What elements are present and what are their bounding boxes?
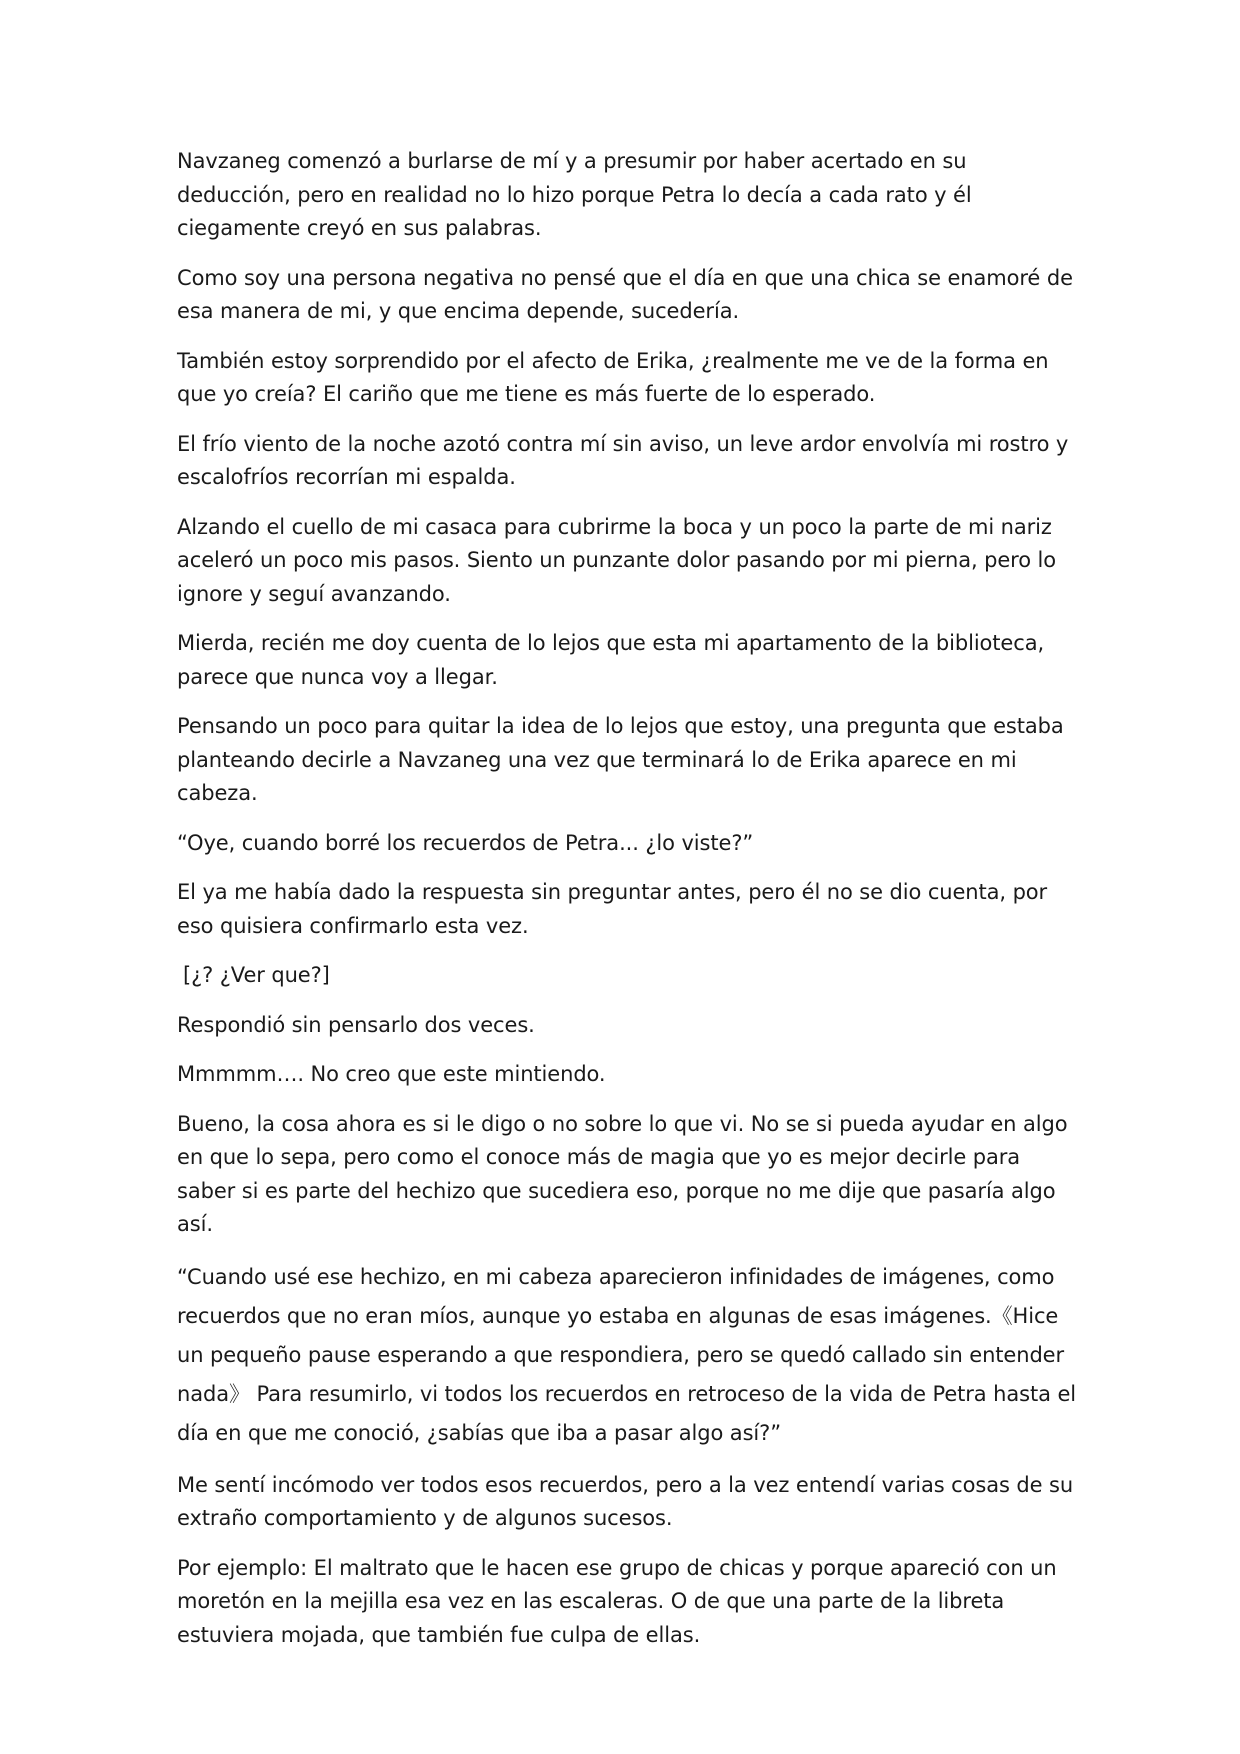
paragraph-7: Pensando un poco para quitar la idea de lo lejos que estoy, una pregunta que estaba planteando decirle a Navzaneg una vez que terminará lo de Erika aparece en mi cabeza. — [177, 714, 1064, 805]
paragraph-12: Mmmmm…. No creo que este mintiendo. — [177, 1062, 606, 1086]
paragraph-2: Como soy una persona negativa no pensé que el día en que una chica se enamoré de esa manera de mi, y que encima depende, sucedería. — [177, 265, 1073, 323]
paragraph-4: El frío viento de la noche azotó contra mí sin aviso, un leve ardor envolvía mi rostro y escalofríos recorrían mi espalda. — [177, 431, 1069, 489]
paragraph-5: Alzando el cuello de mi casaca para cubrirme la boca y un poco la parte de mi nariz aceleró un poco mis pasos. Siento un punzante dolor pasando por mi pierna, pero lo ignore y seguí avanzando. — [177, 514, 1057, 606]
paragraph-3: También estoy sorprendido por el afecto de Erika, ¿realmente me ve de la forma en que yo creía? El cariño que me tiene es más fuerte de lo esperado. — [177, 348, 1049, 406]
paragraph-16: Por ejemplo: El maltrato que le hacen ese grupo de chicas y porque apareció con un moretón en la mejilla esa vez en las escaleras. O de que una parte de la libreta estuviera mojada, que también fue culpa de ellas. — [177, 1555, 1057, 1647]
paragraph-13: Bueno, la cosa ahora es si le digo o no sobre lo que vi. No se si pueda ayudar en algo en que lo sepa, pero como el conoce más de magia que yo es mejor decirle para saber si es parte del hechizo que sucediera eso, porque no me dije que pasaría algo así. — [177, 1111, 1068, 1236]
paragraph-6: Mierda, recién me doy cuenta de lo lejos que esta mi apartamento de la biblioteca, parece que nunca voy a llegar. — [177, 631, 1045, 689]
paragraph-9: El ya me había dado la respuesta sin preguntar antes, pero él no se dio cuenta, por eso quisiera confirmarlo esta vez. — [177, 880, 1048, 938]
paragraph-10: [¿? ¿Ver que?] — [183, 963, 330, 987]
paragraph-1: Navzaneg comenzó a burlarse de mí y a presumir por haber acertado en su deducción, pero en realidad no lo hizo porque Petra lo decía a cada rato y él ciegamente creyó en sus palabras. — [177, 149, 972, 240]
document-body — [177, 145, 1077, 1668]
paragraph-11: Respondió sin pensarlo dos veces. — [177, 1012, 535, 1037]
paragraph-15: Me sentí incómodo ver todos esos recuerdos, pero a la vez entendí varias cosas de su extraño comportamiento y de algunos sucesos. — [177, 1472, 1074, 1530]
paragraph-8: “Oye, cuando borré los recuerdos de Petra... ¿lo viste?” — [177, 830, 754, 855]
paragraph-14: “Cuando usé ese hechizo, en mi cabeza aparecieron infinidades de imágenes, como recuerdos que no eran míos, aunque yo estaba en algunas de esas imágenes.《Hice un pequeño pause esperando a que respondiera, pero se quedó callado sin entender nada》 Para resumirlo, vi todos los recuerdos en retroceso de la vida de Petra hasta el día en que me conoció, ¿sabías que iba a pasar algo así?” — [177, 1264, 1077, 1445]
